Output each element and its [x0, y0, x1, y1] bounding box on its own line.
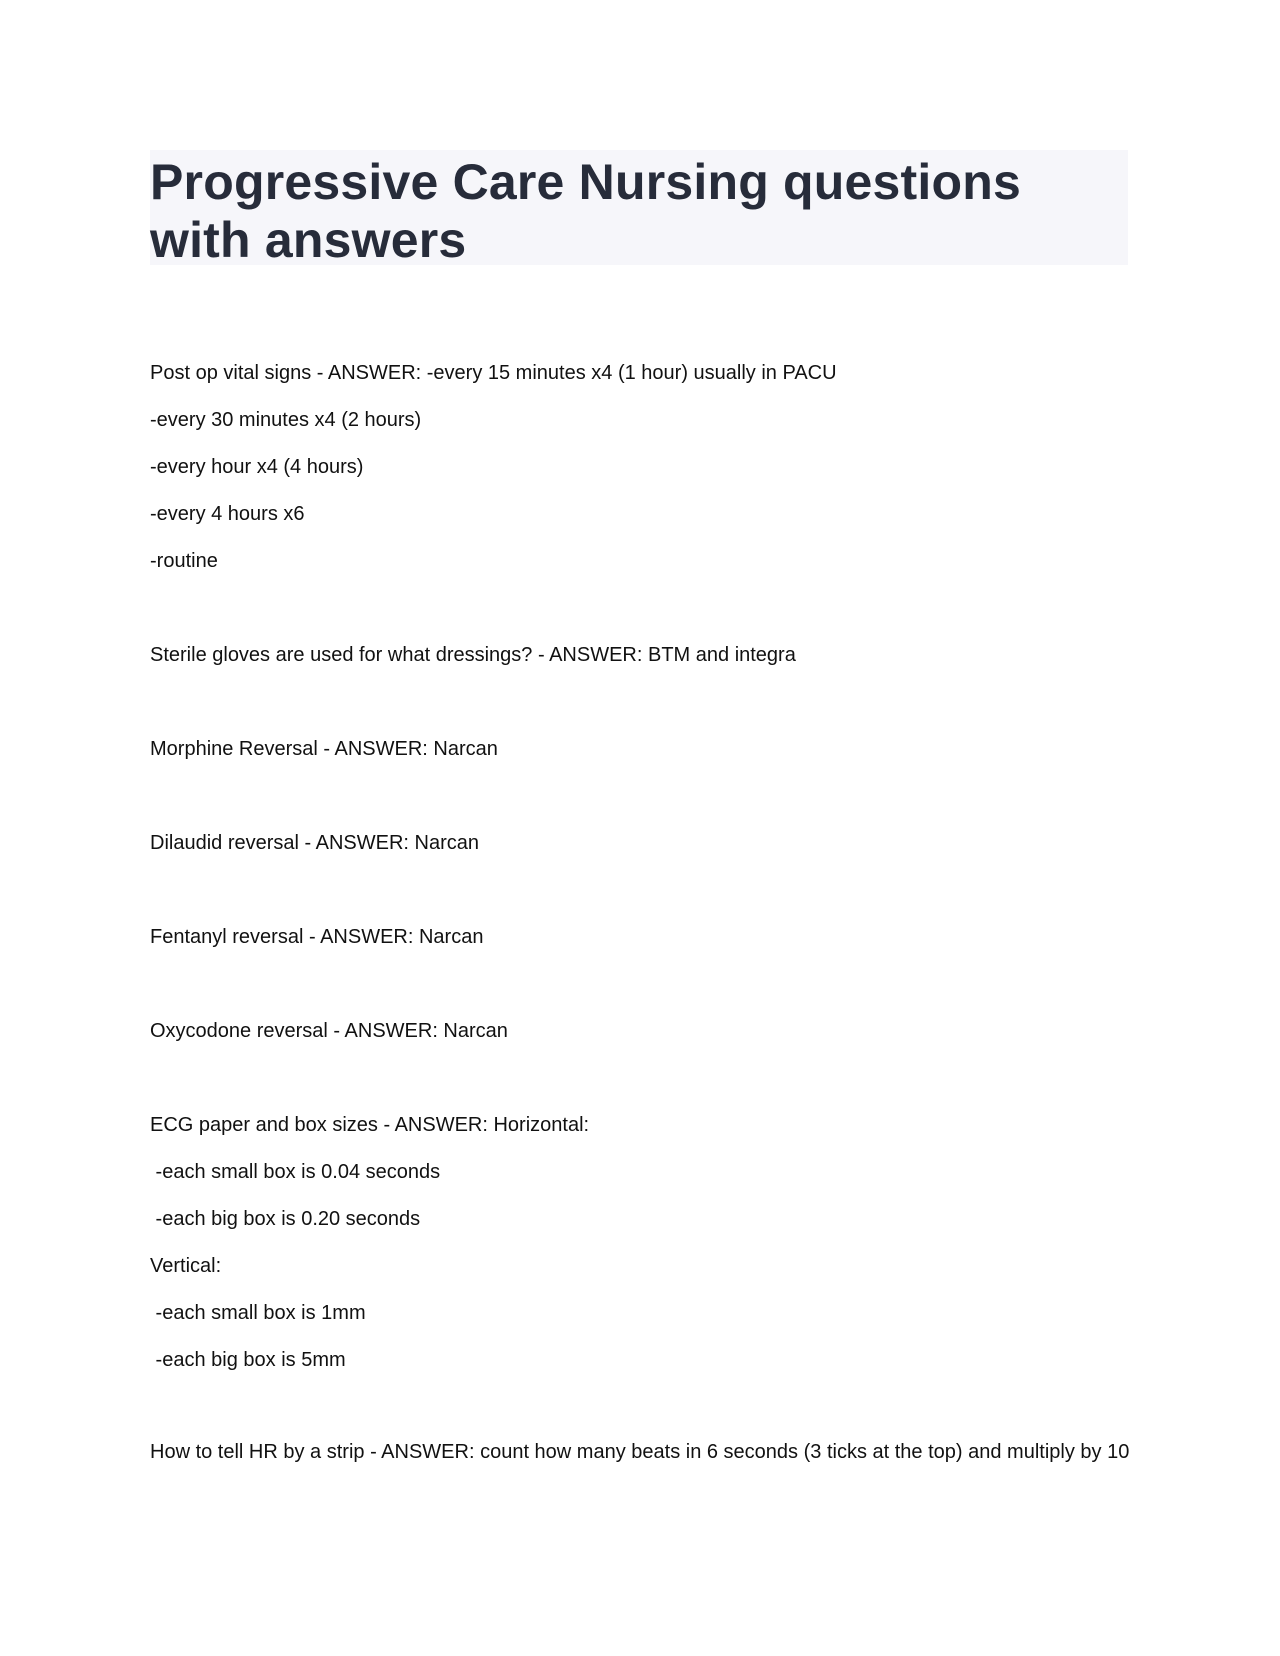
qa-line: Vertical: [150, 1255, 222, 1277]
qa-line: -each small box is 1mm [150, 1302, 366, 1324]
spacer [150, 1061, 1130, 1108]
qa-line: ECG paper and box sizes - ANSWER: Horizontal: [150, 1114, 590, 1136]
qa-content [150, 356, 1130, 1467]
qa-line: -each big box is 5mm [150, 1349, 346, 1371]
document-title: Progressive Care Nursing questions with answers [150, 154, 1021, 268]
spacer [150, 591, 1130, 638]
qa-line: -each big box is 0.20 seconds [150, 1208, 421, 1230]
qa-line: -every hour x4 (4 hours) [150, 456, 364, 478]
title-block [150, 150, 1128, 268]
qa-line: Dilaudid reversal - ANSWER: Narcan [150, 832, 479, 854]
qa-line: Oxycodone reversal - ANSWER: Narcan [150, 1020, 508, 1042]
qa-line: -every 4 hours x6 [150, 503, 305, 525]
qa-line: Morphine Reversal - ANSWER: Narcan [150, 738, 498, 760]
spacer [150, 967, 1130, 1014]
qa-line: Post op vital signs - ANSWER: -every 15 minutes x4 (1 hour) usually in PACU [150, 362, 837, 384]
qa-line: -every 30 minutes x4 (2 hours) [150, 409, 422, 431]
qa-line: Fentanyl reversal - ANSWER: Narcan [150, 926, 484, 948]
qa-line: -routine [150, 550, 218, 572]
spacer [150, 685, 1130, 732]
qa-line: -each small box is 0.04 seconds [150, 1161, 441, 1183]
qa-line: How to tell HR by a strip - ANSWER: count how many beats in 6 seconds (3 ticks at the top) and multiply by 10 [150, 1441, 1130, 1463]
spacer [150, 779, 1130, 826]
qa-line: Sterile gloves are used for what dressings? - ANSWER: BTM and integra [150, 644, 796, 666]
spacer [150, 1390, 1130, 1437]
spacer [150, 873, 1130, 920]
